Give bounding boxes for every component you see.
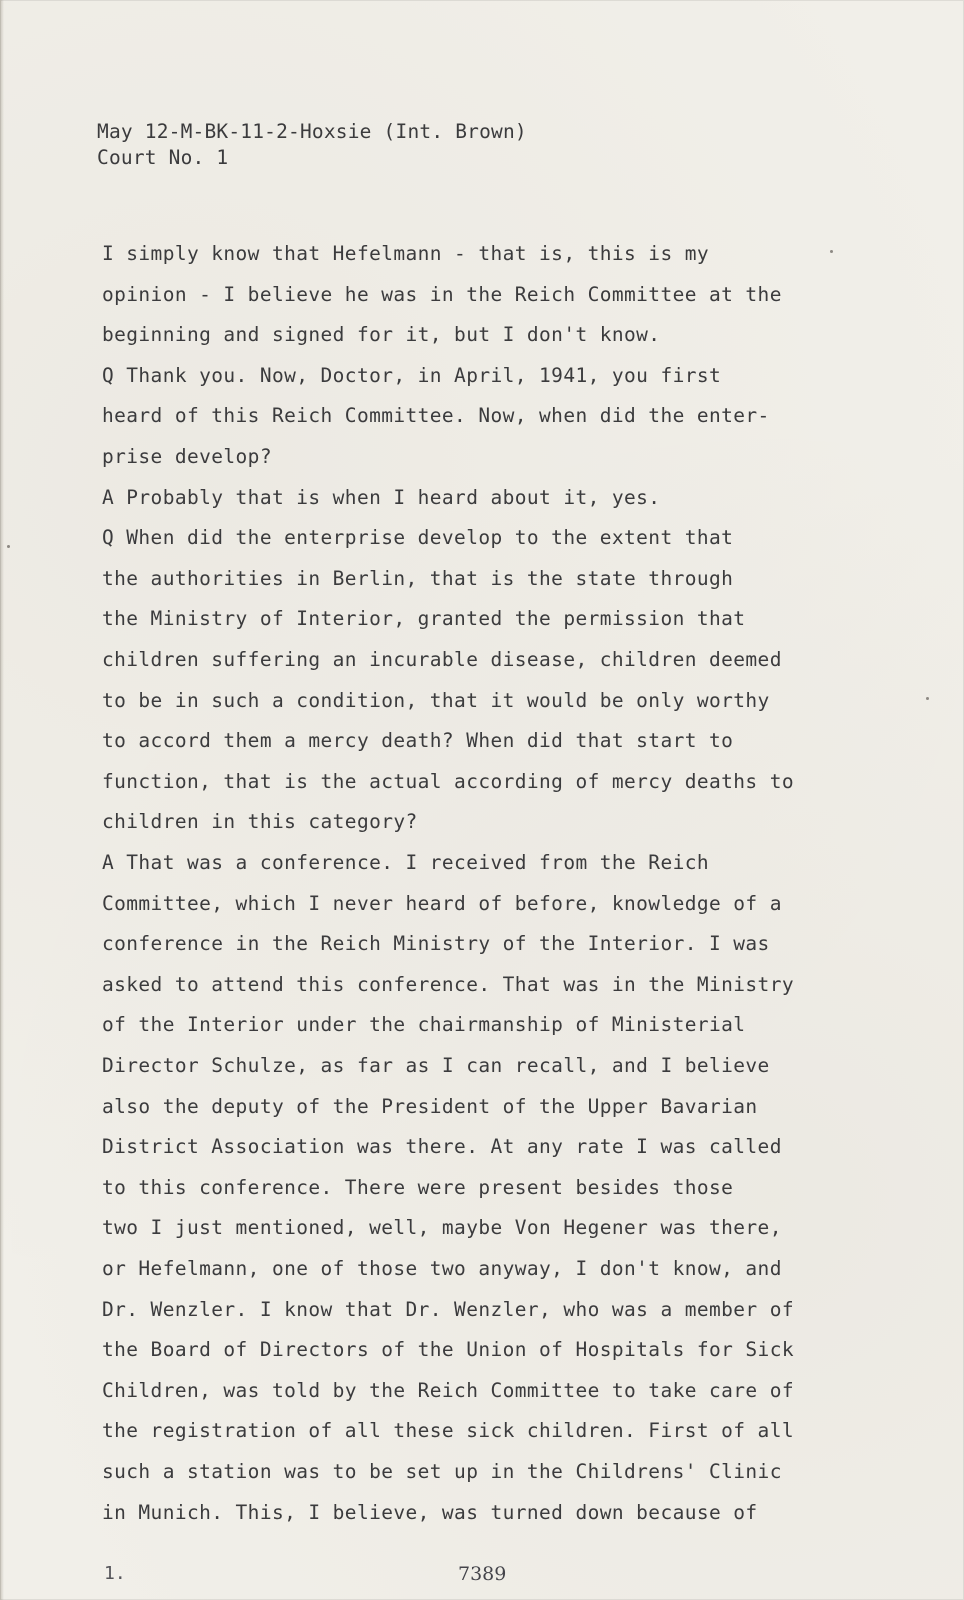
- transcript-line: to accord them a mercy death? When did that start to: [102, 729, 734, 753]
- document-header: [97, 119, 527, 171]
- transcript-line: Children, was told by the Reich Committee to take care of: [102, 1378, 794, 1402]
- footer-mark: 1.: [104, 1563, 126, 1584]
- transcript-line: to be in such a condition, that it would be only worthy: [102, 688, 770, 712]
- transcript-line: two I just mentioned, well, maybe Von Hegener was there,: [102, 1216, 782, 1240]
- paper-speck: [926, 697, 929, 700]
- transcript-line: prise develop?: [102, 445, 272, 468]
- transcript-line: I simply know that Hefelmann - that is, this is my: [102, 242, 709, 265]
- transcript-line: Committee, which I never heard of before, knowledge of a: [102, 891, 782, 915]
- transcript-line: the registration of all these sick children. First of all: [102, 1419, 794, 1443]
- transcript-line: Q When did the enterprise develop to the extent that: [102, 526, 734, 550]
- paper-speck: [830, 250, 833, 253]
- transcript-line: the Ministry of Interior, granted the permission that: [102, 607, 746, 631]
- transcript-line: conference in the Reich Ministry of the Interior. I was: [102, 932, 770, 956]
- transcript-line: in Munich. This, I believe, was turned down because of: [102, 1500, 758, 1524]
- transcript-line: District Association was there. At any rate I was called: [102, 1135, 782, 1159]
- transcript-line: heard of this Reich Committee. Now, when did the enter-: [102, 404, 770, 428]
- transcript-line: to this conference. There were present besides those: [102, 1175, 734, 1199]
- transcript-line: asked to attend this conference. That was in the Ministry: [102, 972, 794, 996]
- transcript-line: Director Schulze, as far as I can recall, and I believe: [102, 1054, 770, 1077]
- transcript-line: also the deputy of the President of the Upper Bavarian: [102, 1094, 758, 1118]
- header-court-line: Court No. 1: [97, 146, 229, 169]
- transcript-line: opinion - I believe he was in the Reich Committee at the: [102, 282, 782, 306]
- transcript-line: Dr. Wenzler. I know that Dr. Wenzler, who was a member of: [102, 1297, 794, 1321]
- transcript-line: the authorities in Berlin, that is the state through: [102, 566, 734, 590]
- transcript-line: Q Thank you. Now, Doctor, in April, 1941, you first: [102, 363, 722, 387]
- paper-edge-shadow: [0, 0, 4, 1600]
- transcript-line: or Hefelmann, one of those two anyway, I don't know, and: [102, 1257, 782, 1280]
- transcript-line: children in this category?: [102, 810, 418, 834]
- header-session-line: May 12-M-BK-11-2-Hoxsie (Int. Brown): [97, 120, 527, 143]
- transcript-line: the Board of Directors of the Union of Hospitals for Sick: [102, 1338, 794, 1362]
- transcript-line: A That was a conference. I received from the Reich: [102, 851, 709, 874]
- transcript-line: beginning and signed for it, but I don't know.: [102, 323, 661, 347]
- transcript-line: children suffering an incurable disease, children deemed: [102, 648, 782, 671]
- paper-speck: [7, 545, 10, 548]
- transcript-line: such a station was to be set up in the Childrens' Clinic: [102, 1460, 782, 1483]
- transcript-line: A Probably that is when I heard about it, yes.: [102, 485, 661, 509]
- transcript-line: of the Interior under the chairmanship of Ministerial: [102, 1013, 746, 1037]
- transcript-line: function, that is the actual according of mercy deaths to: [102, 769, 794, 793]
- page-number: 7389: [458, 1563, 507, 1585]
